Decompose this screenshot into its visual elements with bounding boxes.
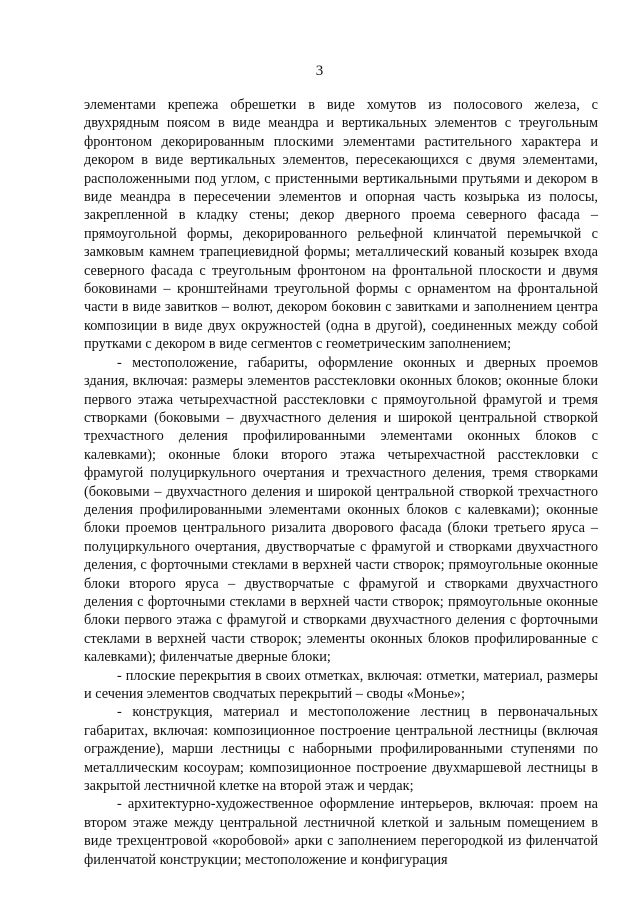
paragraph-stairs: - конструкция, материал и местоположение лестниц в первоначальных габаритах, включая: композиционное построение центральной лестницы (включая ограждение), марши лестницы с наборными профилированными ступенями по металлическим косоурам; композиционное построение двухмаршевой лестницы в закрытой лестничной клетке на второй этаж и чердак; (84, 704, 598, 795)
paragraph-windows-doors: - местоположение, габариты, оформление оконных и дверных проемов здания, включая: размеры элементов расстекловки оконных блоков; оконные блоки первого этажа четырехчастной расстекловки с прямоугольной фрамугой и тремя створками (боковыми – двухчастного деления и широкой центральной створкой трехчастного деления профилированными элементами оконных блоков с калевками); оконные блоки второго этажа четырехчастной расстекловки с фрамугой полуциркульного очертания и трехчастного деления, тремя створками (боковыми – двухчастного деления и широкой центральной створкой трехчастного деления профилированными элементами оконных блоков с калевками); оконные блоки проемов центрального ризалита дворового фасада (блоки третьего яруса – полуциркульного очертания, двустворчатые с фрамугой и створками двухчастного деления, с форточными стеклами в верхней части створок; прямоугольные оконные блоки второго яруса – двустворчатые с фрамугой и створками двухчастного деления с форточными стеклами в верхней части створок; прямоугольные оконные блоки первого этажа с фрамугой и створками двухчастного деления с форточными стеклами в верхней части створок; элементы оконных блоков профилированные с калевками); филенчатые дверные блоки; (84, 354, 598, 666)
paragraph-ceilings: - плоские перекрытия в своих отметках, включая: отметки, материал, размеры и сечения элементов сводчатых перекрытий – своды «Монье»; (84, 667, 598, 702)
page-number: 3 (315, 63, 324, 79)
document-body (84, 96, 598, 869)
paragraph-continuation: элементами крепежа обрешетки в виде хомутов из полосового железа, с двухрядным поясом в виде меандра и вертикальных элементов с треугольным фронтоном декорированным плоскими элементами растительного характера и декором в виде вертикальных элементов, пересекающихся с двумя элементами, расположенными под углом, с пристенными вертикальными прутьями и декором в виде меандра в пересечении элементов и опорная часть козырька из полосы, закрепленной в кладку стены; декор дверного проема северного фасада – прямоугольной формы, декорированного рельефной клинчатой перемычкой с замковым камнем трапециевидной формы; металлический кованый козырек входа северного фасада с треугольным фронтоном на фронтальной плоскости и двумя боковинами – кронштейнами треугольной формы с орнаментом на фронтальной части в виде завитков – волют, декором боковин с завитками и заполнением центра композиции в виде двух окружностей (одна в другой), соединенных между собой прутками с декором в виде сегментов с геометрическим заполнением; (84, 97, 598, 353)
paragraph-interiors: - архитектурно-художественное оформление интерьеров, включая: проем на втором этаже между центральной лестничной клеткой и зальным помещением в виде трехцентровой «коробовой» арки с заполнением перегородкой из филенчатой филенчатой конструкции; местоположение и конфигурация (84, 796, 598, 868)
